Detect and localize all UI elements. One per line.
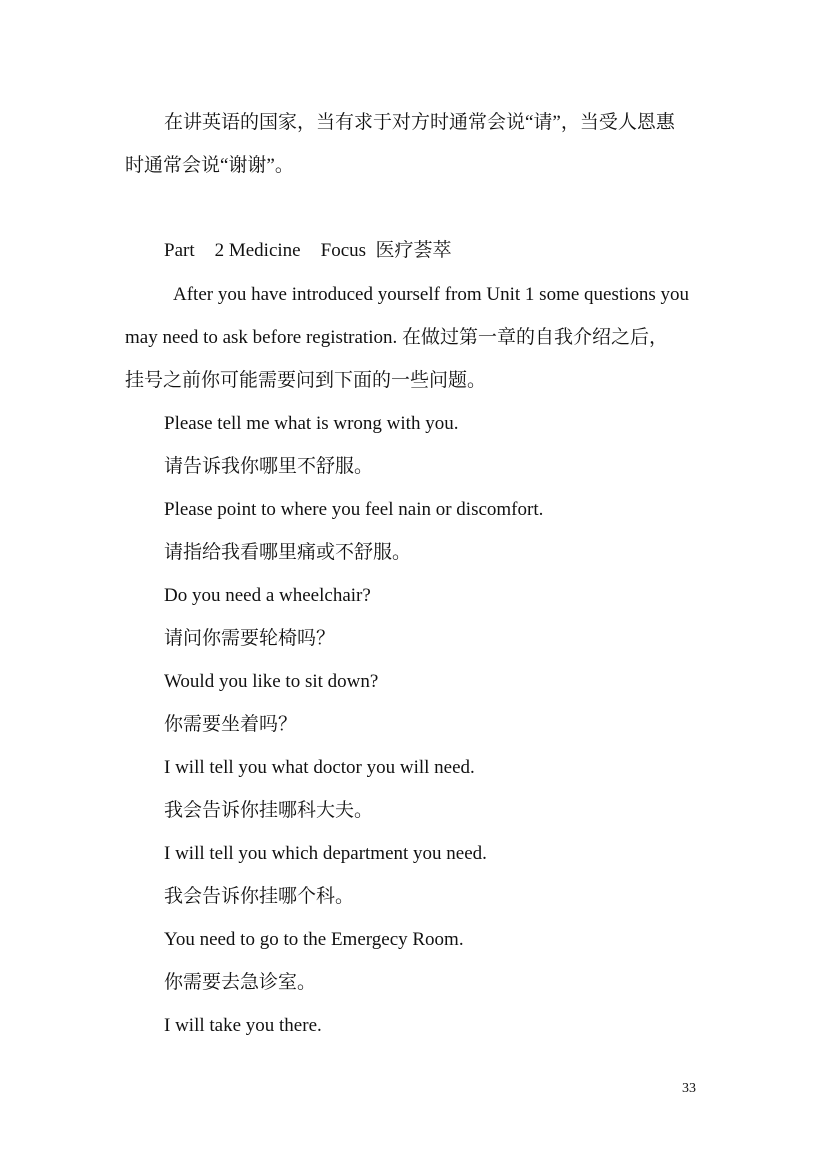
paragraph-line-1: After you have introduced yourself from Unit 1 some questions you [173,284,690,305]
phrase-english: Please tell me what is wrong with you. [164,413,459,434]
phrase-english: Would you like to sit down? [164,671,379,692]
phrase-chinese: 我会告诉你挂哪个科。 [164,886,355,907]
phrase-chinese: 你需要去急诊室。 [164,972,317,993]
phrase-english: I will tell you what doctor you will need. [164,757,475,778]
phrase-english: I will tell you which department you need. [164,843,487,864]
phrase-chinese: 我会告诉你挂哪科大夫。 [164,800,374,821]
phrase-chinese: 请问你需要轮椅吗？ [164,628,336,649]
section-heading [164,239,452,263]
intro-line-1: 在讲英语的国家，当有求于对方时通常会说“请”，当受人恩惠 [164,112,675,133]
intro-line-2: 时通常会说“谢谢”。 [125,155,294,176]
heading-part: Part [164,240,195,261]
phrase-chinese: 请指给我看哪里痛或不舒服。 [164,542,412,563]
paragraph-line-3: 挂号之前你可能需要问到下面的一些问题。 [125,370,487,391]
phrase-english: I will take you there. [164,1015,322,1036]
page-number: 33 [682,1081,696,1096]
phrase-chinese: 你需要坐着吗？ [164,714,298,735]
paragraph-line-2: may need to ask before registration. 在做过第一章的自我介绍之后， [125,327,668,348]
heading-number-title: 2 Medicine [214,240,301,261]
phrase-chinese: 请告诉我你哪里不舒服。 [164,456,374,477]
heading-chinese: 医疗荟萃 [375,240,452,261]
phrase-english: Do you need a wheelchair? [164,585,371,606]
heading-focus: Focus [320,240,367,261]
phrase-english: You need to go to the Emergecy Room. [164,929,464,950]
phrase-english: Please point to where you feel nain or discomfort. [164,499,544,520]
